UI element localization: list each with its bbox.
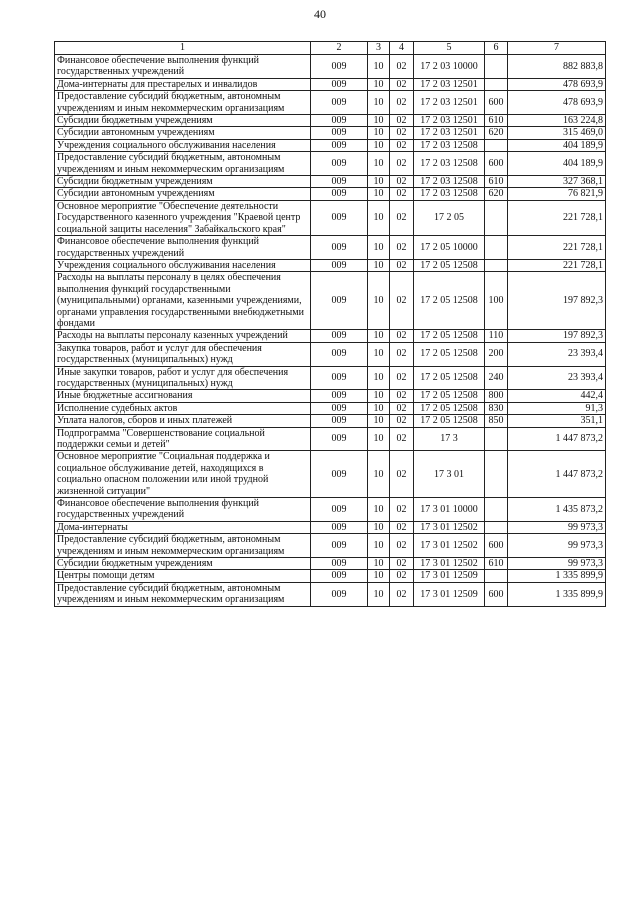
section-code: 10 xyxy=(368,582,390,606)
admin-code: 009 xyxy=(311,176,368,188)
subsection-code: 02 xyxy=(390,415,414,427)
row-name: Центры помощи детям xyxy=(55,570,311,582)
subsection-code: 02 xyxy=(390,330,414,342)
row-name: Субсидии автономным учреждениям xyxy=(55,127,311,139)
amount: 327 368,1 xyxy=(508,176,606,188)
amount: 23 393,4 xyxy=(508,342,606,366)
target-article-code: 17 2 03 12508 xyxy=(414,139,485,151)
table-row xyxy=(55,259,606,271)
target-article-code: 17 2 05 12508 xyxy=(414,390,485,402)
subsection-code: 02 xyxy=(390,127,414,139)
admin-code: 009 xyxy=(311,78,368,90)
expense-type-code: 620 xyxy=(485,188,508,200)
subsection-code: 02 xyxy=(390,558,414,570)
section-code: 10 xyxy=(368,78,390,90)
expense-type-code: 800 xyxy=(485,390,508,402)
subsection-code: 02 xyxy=(390,521,414,533)
admin-code: 009 xyxy=(311,91,368,115)
amount: 1 447 873,2 xyxy=(508,451,606,498)
table-row xyxy=(55,415,606,427)
row-name: Иные бюджетные ассигнования xyxy=(55,390,311,402)
admin-code: 009 xyxy=(311,558,368,570)
table-row xyxy=(55,390,606,402)
subsection-code: 02 xyxy=(390,366,414,390)
table-row xyxy=(55,139,606,151)
target-article-code: 17 2 05 12508 xyxy=(414,415,485,427)
table-row xyxy=(55,330,606,342)
table-row xyxy=(55,176,606,188)
admin-code: 009 xyxy=(311,534,368,558)
target-article-code: 17 3 01 12502 xyxy=(414,558,485,570)
admin-code: 009 xyxy=(311,427,368,451)
expense-type-code xyxy=(485,570,508,582)
section-code: 10 xyxy=(368,570,390,582)
table-row xyxy=(55,272,606,330)
amount: 1 447 873,2 xyxy=(508,427,606,451)
target-article-code: 17 2 03 10000 xyxy=(414,55,485,79)
expense-type-code: 100 xyxy=(485,272,508,330)
expense-type-code: 600 xyxy=(485,582,508,606)
admin-code: 009 xyxy=(311,342,368,366)
admin-code: 009 xyxy=(311,451,368,498)
table-row xyxy=(55,521,606,533)
section-code: 10 xyxy=(368,127,390,139)
target-article-code: 17 2 03 12501 xyxy=(414,91,485,115)
section-code: 10 xyxy=(368,91,390,115)
subsection-code: 02 xyxy=(390,139,414,151)
amount: 478 693,9 xyxy=(508,91,606,115)
column-header: 1 xyxy=(55,42,311,55)
target-article-code: 17 3 xyxy=(414,427,485,451)
column-header: 7 xyxy=(508,42,606,55)
amount: 478 693,9 xyxy=(508,78,606,90)
target-article-code: 17 2 03 12501 xyxy=(414,127,485,139)
admin-code: 009 xyxy=(311,390,368,402)
amount: 23 393,4 xyxy=(508,366,606,390)
target-article-code: 17 3 01 12509 xyxy=(414,582,485,606)
table-row xyxy=(55,534,606,558)
section-code: 10 xyxy=(368,390,390,402)
amount: 91,3 xyxy=(508,402,606,414)
expense-type-code: 620 xyxy=(485,127,508,139)
amount: 315 469,0 xyxy=(508,127,606,139)
subsection-code: 02 xyxy=(390,390,414,402)
row-name: Субсидии автономным учреждениям xyxy=(55,188,311,200)
table-row xyxy=(55,427,606,451)
expense-type-code: 110 xyxy=(485,330,508,342)
expense-type-code: 200 xyxy=(485,342,508,366)
target-article-code: 17 2 03 12508 xyxy=(414,176,485,188)
row-name: Субсидии бюджетным учреждениям xyxy=(55,558,311,570)
subsection-code: 02 xyxy=(390,200,414,235)
subsection-code: 02 xyxy=(390,427,414,451)
row-name: Иные закупки товаров, работ и услуг для обеспечения государственных (муниципальных) нужд xyxy=(55,366,311,390)
row-name: Учреждения социального обслуживания населения xyxy=(55,259,311,271)
header-row xyxy=(55,42,606,55)
subsection-code: 02 xyxy=(390,188,414,200)
section-code: 10 xyxy=(368,498,390,522)
row-name: Предоставление субсидий бюджетным, автономным учреждениям и иным некоммерческим организациям xyxy=(55,534,311,558)
expense-type-code: 600 xyxy=(485,152,508,176)
subsection-code: 02 xyxy=(390,78,414,90)
admin-code: 009 xyxy=(311,521,368,533)
admin-code: 009 xyxy=(311,366,368,390)
amount: 404 189,9 xyxy=(508,139,606,151)
column-header: 4 xyxy=(390,42,414,55)
amount: 163 224,8 xyxy=(508,115,606,127)
row-name: Предоставление субсидий бюджетным, автономным учреждениям и иным некоммерческим организациям xyxy=(55,582,311,606)
table-row xyxy=(55,78,606,90)
amount: 221 728,1 xyxy=(508,259,606,271)
subsection-code: 02 xyxy=(390,498,414,522)
target-article-code: 17 3 01 12502 xyxy=(414,521,485,533)
table-row xyxy=(55,200,606,235)
expense-type-code xyxy=(485,498,508,522)
table-row xyxy=(55,402,606,414)
table-row xyxy=(55,366,606,390)
table-row xyxy=(55,91,606,115)
admin-code: 009 xyxy=(311,570,368,582)
expense-type-code: 240 xyxy=(485,366,508,390)
target-article-code: 17 2 03 12501 xyxy=(414,115,485,127)
subsection-code: 02 xyxy=(390,582,414,606)
section-code: 10 xyxy=(368,521,390,533)
admin-code: 009 xyxy=(311,152,368,176)
row-name: Уплата налогов, сборов и иных платежей xyxy=(55,415,311,427)
target-article-code: 17 3 01 10000 xyxy=(414,498,485,522)
amount: 197 892,3 xyxy=(508,330,606,342)
subsection-code: 02 xyxy=(390,342,414,366)
subsection-code: 02 xyxy=(390,402,414,414)
column-header: 2 xyxy=(311,42,368,55)
expense-type-code xyxy=(485,427,508,451)
table-row xyxy=(55,558,606,570)
admin-code: 009 xyxy=(311,55,368,79)
row-name: Субсидии бюджетным учреждениям xyxy=(55,176,311,188)
section-code: 10 xyxy=(368,259,390,271)
subsection-code: 02 xyxy=(390,91,414,115)
target-article-code: 17 2 05 12508 xyxy=(414,342,485,366)
admin-code: 009 xyxy=(311,498,368,522)
target-article-code: 17 2 05 12508 xyxy=(414,259,485,271)
row-name: Предоставление субсидий бюджетным, автономным учреждениям и иным некоммерческим организациям xyxy=(55,91,311,115)
column-header: 6 xyxy=(485,42,508,55)
expense-type-code xyxy=(485,200,508,235)
table-row xyxy=(55,582,606,606)
section-code: 10 xyxy=(368,402,390,414)
table-row xyxy=(55,236,606,260)
column-header: 5 xyxy=(414,42,485,55)
amount: 99 973,3 xyxy=(508,521,606,533)
admin-code: 009 xyxy=(311,115,368,127)
section-code: 10 xyxy=(368,55,390,79)
expense-type-code: 600 xyxy=(485,91,508,115)
target-article-code: 17 2 05 12508 xyxy=(414,272,485,330)
row-name: Учреждения социального обслуживания населения xyxy=(55,139,311,151)
admin-code: 009 xyxy=(311,330,368,342)
admin-code: 009 xyxy=(311,200,368,235)
section-code: 10 xyxy=(368,272,390,330)
amount: 221 728,1 xyxy=(508,236,606,260)
row-name: Исполнение судебных актов xyxy=(55,402,311,414)
target-article-code: 17 3 01 12509 xyxy=(414,570,485,582)
amount: 221 728,1 xyxy=(508,200,606,235)
row-name: Дома-интернаты для престарелых и инвалидов xyxy=(55,78,311,90)
row-name: Закупка товаров, работ и услуг для обеспечения государственных (муниципальных) нужд xyxy=(55,342,311,366)
target-article-code: 17 2 05 xyxy=(414,200,485,235)
amount: 442,4 xyxy=(508,390,606,402)
row-name: Расходы на выплаты персоналу казенных учреждений xyxy=(55,330,311,342)
table-row xyxy=(55,570,606,582)
admin-code: 009 xyxy=(311,402,368,414)
table-row xyxy=(55,152,606,176)
target-article-code: 17 3 01 xyxy=(414,451,485,498)
budget-table xyxy=(54,41,606,607)
subsection-code: 02 xyxy=(390,534,414,558)
target-article-code: 17 2 03 12508 xyxy=(414,188,485,200)
table-row xyxy=(55,451,606,498)
section-code: 10 xyxy=(368,451,390,498)
expense-type-code: 830 xyxy=(485,402,508,414)
table-row xyxy=(55,498,606,522)
target-article-code: 17 2 03 12508 xyxy=(414,152,485,176)
admin-code: 009 xyxy=(311,127,368,139)
expense-type-code: 610 xyxy=(485,115,508,127)
expense-type-code xyxy=(485,78,508,90)
expense-type-code: 850 xyxy=(485,415,508,427)
section-code: 10 xyxy=(368,139,390,151)
target-article-code: 17 2 05 12508 xyxy=(414,330,485,342)
target-article-code: 17 3 01 12502 xyxy=(414,534,485,558)
admin-code: 009 xyxy=(311,188,368,200)
subsection-code: 02 xyxy=(390,259,414,271)
section-code: 10 xyxy=(368,115,390,127)
section-code: 10 xyxy=(368,236,390,260)
section-code: 10 xyxy=(368,200,390,235)
expense-type-code xyxy=(485,259,508,271)
table-row xyxy=(55,188,606,200)
section-code: 10 xyxy=(368,558,390,570)
amount: 1 335 899,9 xyxy=(508,582,606,606)
admin-code: 009 xyxy=(311,139,368,151)
section-code: 10 xyxy=(368,427,390,451)
section-code: 10 xyxy=(368,415,390,427)
section-code: 10 xyxy=(368,534,390,558)
target-article-code: 17 2 05 12508 xyxy=(414,402,485,414)
row-name: Основное мероприятие "Обеспечение деятельности Государственного казенного учреждения "Краевой центр социальной защиты населения" Забайкальского края" xyxy=(55,200,311,235)
expense-type-code xyxy=(485,451,508,498)
expense-type-code: 600 xyxy=(485,534,508,558)
subsection-code: 02 xyxy=(390,272,414,330)
target-article-code: 17 2 05 10000 xyxy=(414,236,485,260)
page-number: 40 xyxy=(314,7,326,21)
table-row xyxy=(55,55,606,79)
expense-type-code xyxy=(485,139,508,151)
amount: 99 973,3 xyxy=(508,534,606,558)
section-code: 10 xyxy=(368,188,390,200)
row-name: Финансовое обеспечение выполнения функций государственных учреждений xyxy=(55,55,311,79)
admin-code: 009 xyxy=(311,415,368,427)
row-name: Дома-интернаты xyxy=(55,521,311,533)
expense-type-code: 610 xyxy=(485,558,508,570)
subsection-code: 02 xyxy=(390,152,414,176)
expense-type-code xyxy=(485,236,508,260)
section-code: 10 xyxy=(368,342,390,366)
expense-type-code: 610 xyxy=(485,176,508,188)
amount: 197 892,3 xyxy=(508,272,606,330)
subsection-code: 02 xyxy=(390,451,414,498)
target-article-code: 17 2 03 12501 xyxy=(414,78,485,90)
amount: 882 883,8 xyxy=(508,55,606,79)
section-code: 10 xyxy=(368,152,390,176)
row-name: Подпрограмма "Совершенствование социальной поддержки семьи и детей" xyxy=(55,427,311,451)
row-name: Финансовое обеспечение выполнения функций государственных учреждений xyxy=(55,498,311,522)
amount: 351,1 xyxy=(508,415,606,427)
amount: 1 435 873,2 xyxy=(508,498,606,522)
amount: 76 821,9 xyxy=(508,188,606,200)
column-header: 3 xyxy=(368,42,390,55)
table-row xyxy=(55,342,606,366)
row-name: Предоставление субсидий бюджетным, автономным учреждениям и иным некоммерческим организациям xyxy=(55,152,311,176)
table-row xyxy=(55,127,606,139)
row-name: Основное мероприятие "Социальная поддержка и социальное обслуживание детей, находящихся в социально опасном положении или иной трудной жизненной ситуации" xyxy=(55,451,311,498)
amount: 404 189,9 xyxy=(508,152,606,176)
amount: 1 335 899,9 xyxy=(508,570,606,582)
admin-code: 009 xyxy=(311,236,368,260)
target-article-code: 17 2 05 12508 xyxy=(414,366,485,390)
amount: 99 973,3 xyxy=(508,558,606,570)
section-code: 10 xyxy=(368,366,390,390)
row-name: Финансовое обеспечение выполнения функций государственных учреждений xyxy=(55,236,311,260)
admin-code: 009 xyxy=(311,272,368,330)
admin-code: 009 xyxy=(311,582,368,606)
row-name: Субсидии бюджетным учреждениям xyxy=(55,115,311,127)
expense-type-code xyxy=(485,55,508,79)
expense-type-code xyxy=(485,521,508,533)
section-code: 10 xyxy=(368,330,390,342)
subsection-code: 02 xyxy=(390,236,414,260)
subsection-code: 02 xyxy=(390,176,414,188)
table-row xyxy=(55,115,606,127)
subsection-code: 02 xyxy=(390,55,414,79)
admin-code: 009 xyxy=(311,259,368,271)
subsection-code: 02 xyxy=(390,570,414,582)
row-name: Расходы на выплаты персоналу в целях обеспечения выполнения функций государственными (муниципальными) органами, казенными учреждениями, органами управления государственными внебюджетными фондами xyxy=(55,272,311,330)
subsection-code: 02 xyxy=(390,115,414,127)
section-code: 10 xyxy=(368,176,390,188)
